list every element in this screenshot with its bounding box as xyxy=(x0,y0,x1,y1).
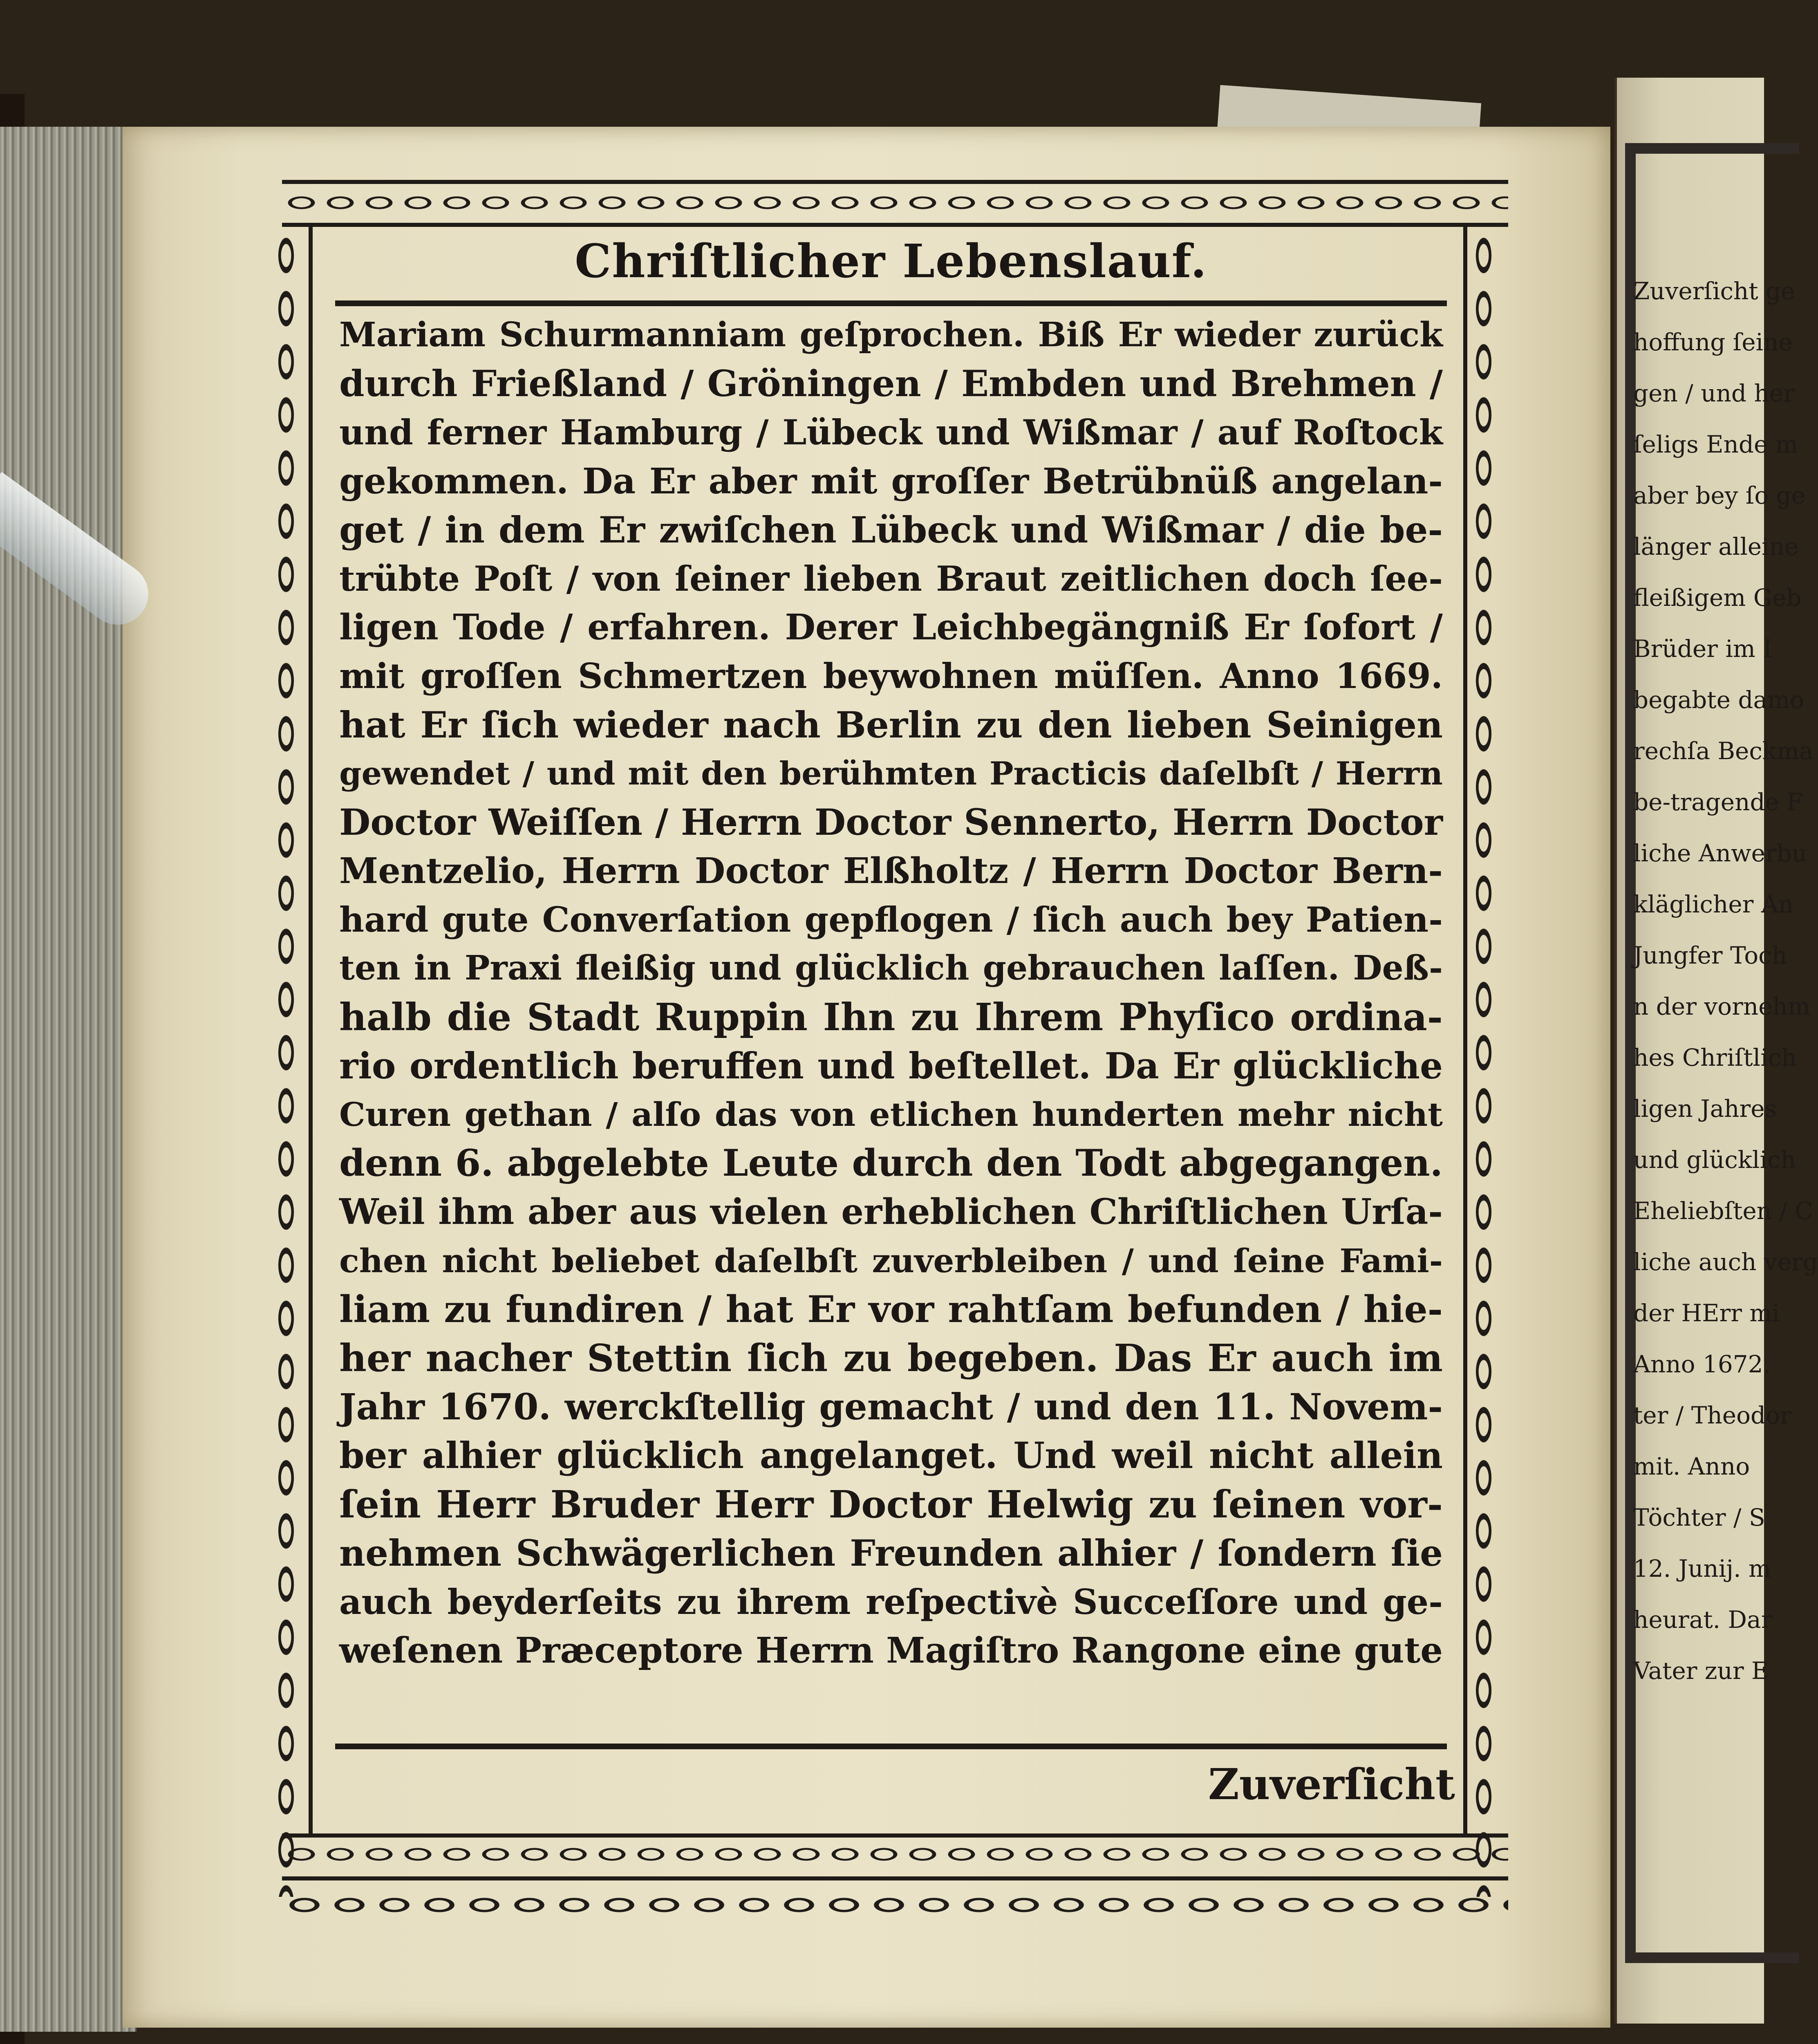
text-line: trübte Poſt / von ſeiner lieben Braut zeitlichen doch ſee- xyxy=(339,558,1443,599)
right-page-line: liche Anwerbu xyxy=(1633,839,1807,867)
right-page-line: ter / Theodor xyxy=(1633,1401,1791,1429)
text-line: mit groſſen Schmertzen beywohnen müſſen. Anno 1669. xyxy=(339,656,1443,697)
text-line: und ferner Hamburg / Lübeck und Wißmar / auf Roſtock xyxy=(339,412,1443,453)
border-rule xyxy=(282,180,1508,184)
text-line: ſein Herr Bruder Herr Doctor Helwig zu ſeinen vor- xyxy=(339,1482,1443,1526)
text-line: Doctor Weiſſen / Herrn Doctor Sennerto, Herrn Doctor xyxy=(339,800,1443,843)
right-page-line: Jungfer Toch xyxy=(1633,941,1787,969)
right-facing-page xyxy=(1614,78,1818,2024)
text-line: her nacher Stettin ſich zu begeben. Das Er auch im xyxy=(339,1336,1443,1380)
text-line: ber alhier glücklich angelanget. Und weil nicht allein xyxy=(339,1434,1443,1477)
text-line: rio ordentlich beruffen und beſtellet. Da Er glückliche xyxy=(339,1044,1443,1087)
text-line: liam zu fundiren / hat Er vor rahtſam befunden / hie- xyxy=(339,1287,1443,1331)
ornament-border-left xyxy=(270,229,307,1897)
body-text xyxy=(339,311,1443,1675)
text-line: halb die Stadt Ruppin Ihn zu Ihrem Phyſico ordina- xyxy=(339,995,1443,1039)
text-line: nehmen Schwägerlichen Freunden alhier / ſondern ſie xyxy=(339,1531,1443,1574)
text-line: hat Er ſich wieder nach Berlin zu den lieben Seinigen xyxy=(339,703,1443,746)
border-rule xyxy=(282,1876,1508,1880)
ornament-border-right xyxy=(1467,229,1504,1897)
right-page-line: n der vornehm xyxy=(1633,993,1810,1020)
text-line: Mentzelio, Herrn Doctor Elßholtz / Herrn Doctor Bern- xyxy=(339,850,1443,892)
text-line: weſenen Præceptore Herrn Magiſtro Rangone eine gute xyxy=(339,1630,1443,1672)
right-page-line: gen / und her xyxy=(1633,379,1795,407)
text-line: auch beyderſeits zu ihrem reſpectivè Succeſſore und ge- xyxy=(339,1581,1443,1622)
right-page-line: 12. Junij. m xyxy=(1633,1555,1771,1582)
catchword: Zuverſicht xyxy=(1208,1759,1455,1809)
ornament-border-bottom-outer xyxy=(282,1891,1508,1919)
right-page-line: liche auch verg xyxy=(1633,1248,1818,1276)
right-page-line: Anno 1672. xyxy=(1633,1350,1771,1378)
right-page-line: heurat. Dar xyxy=(1633,1606,1773,1634)
footer-rule xyxy=(335,1744,1447,1749)
text-line: Weil ihm aber aus vielen erheblichen Chriſtlichen Urſa- xyxy=(339,1191,1443,1233)
right-page-line: Zuverſicht ge xyxy=(1633,277,1795,305)
right-page-line: be-tragende F xyxy=(1633,788,1803,816)
page-edges-stack xyxy=(0,127,137,2032)
right-page-line: aber bey ſo ge xyxy=(1633,482,1806,509)
text-line: hard gute Converſation gepflogen / ſich auch bey Patien- xyxy=(339,899,1443,940)
right-page-line: Töchter / S xyxy=(1633,1504,1765,1531)
right-page-line: fleißigem Geb xyxy=(1633,584,1802,612)
right-page-line: hoffung ſeine xyxy=(1633,328,1793,356)
text-line: gewendet / und mit den berühmten Practicis daſelbſt / Herrn xyxy=(339,755,1443,792)
border-rule xyxy=(282,1833,1508,1838)
right-page-line: rechſa Beckma xyxy=(1633,737,1814,765)
right-page-line: kläglicher An xyxy=(1633,890,1794,918)
right-page-line: länger alleine xyxy=(1633,533,1799,560)
right-page-line: Brüder im I xyxy=(1633,635,1773,663)
right-page-line: und glücklich xyxy=(1633,1146,1796,1174)
text-line: ligen Tode / erfahren. Derer Leichbegängniß Er ſofort / xyxy=(339,607,1443,648)
text-line: ten in Praxi fleißig und glücklich gebrauchen laſſen. Deß- xyxy=(339,948,1443,988)
ornament-border-top xyxy=(282,186,1508,219)
text-line: durch Frießland / Gröningen / Embden und Brehmen / xyxy=(339,362,1443,405)
border-rule xyxy=(1463,227,1467,1838)
border-rule xyxy=(309,227,313,1838)
right-page-line: hes Chriſtlich xyxy=(1633,1044,1797,1071)
text-line: Jahr 1670. werckſtellig gemacht / und den 11. Novem- xyxy=(339,1385,1443,1428)
running-header: Chriſtlicher Lebenslauf. xyxy=(575,235,1207,288)
right-page-line: mit. Anno xyxy=(1633,1452,1750,1480)
right-page-line: begabte damo xyxy=(1633,686,1804,714)
right-page-line: Eheliebſten / C xyxy=(1633,1197,1813,1225)
text-line: chen nicht beliebet daſelbſt zuverbleiben / und ſeine Fami- xyxy=(339,1241,1443,1280)
right-page-line: ſeligs Ende m xyxy=(1633,430,1798,458)
right-page-line: Vater zur E xyxy=(1633,1657,1769,1685)
right-page-line: ligen Jahres xyxy=(1633,1095,1777,1123)
text-line: get / in dem Er zwiſchen Lübeck und Wißmar / die be- xyxy=(339,508,1443,551)
border-rule xyxy=(282,223,1508,227)
text-line: gekommen. Da Er aber mit groſſer Betrübnüß angelan- xyxy=(339,460,1443,502)
text-line: Curen gethan / alſo das von etlichen hunderten mehr nicht xyxy=(339,1095,1443,1134)
header-rule xyxy=(335,300,1447,306)
ornament-border-bottom xyxy=(282,1838,1508,1870)
right-page-text xyxy=(1633,266,1818,1697)
text-line: Mariam Schurmanniam geſprochen. Biß Er wieder zurück xyxy=(339,315,1443,354)
text-line: denn 6. abgelebte Leute durch den Todt abgegangen. xyxy=(339,1141,1443,1185)
right-page-line: der HErr mi xyxy=(1633,1299,1780,1327)
